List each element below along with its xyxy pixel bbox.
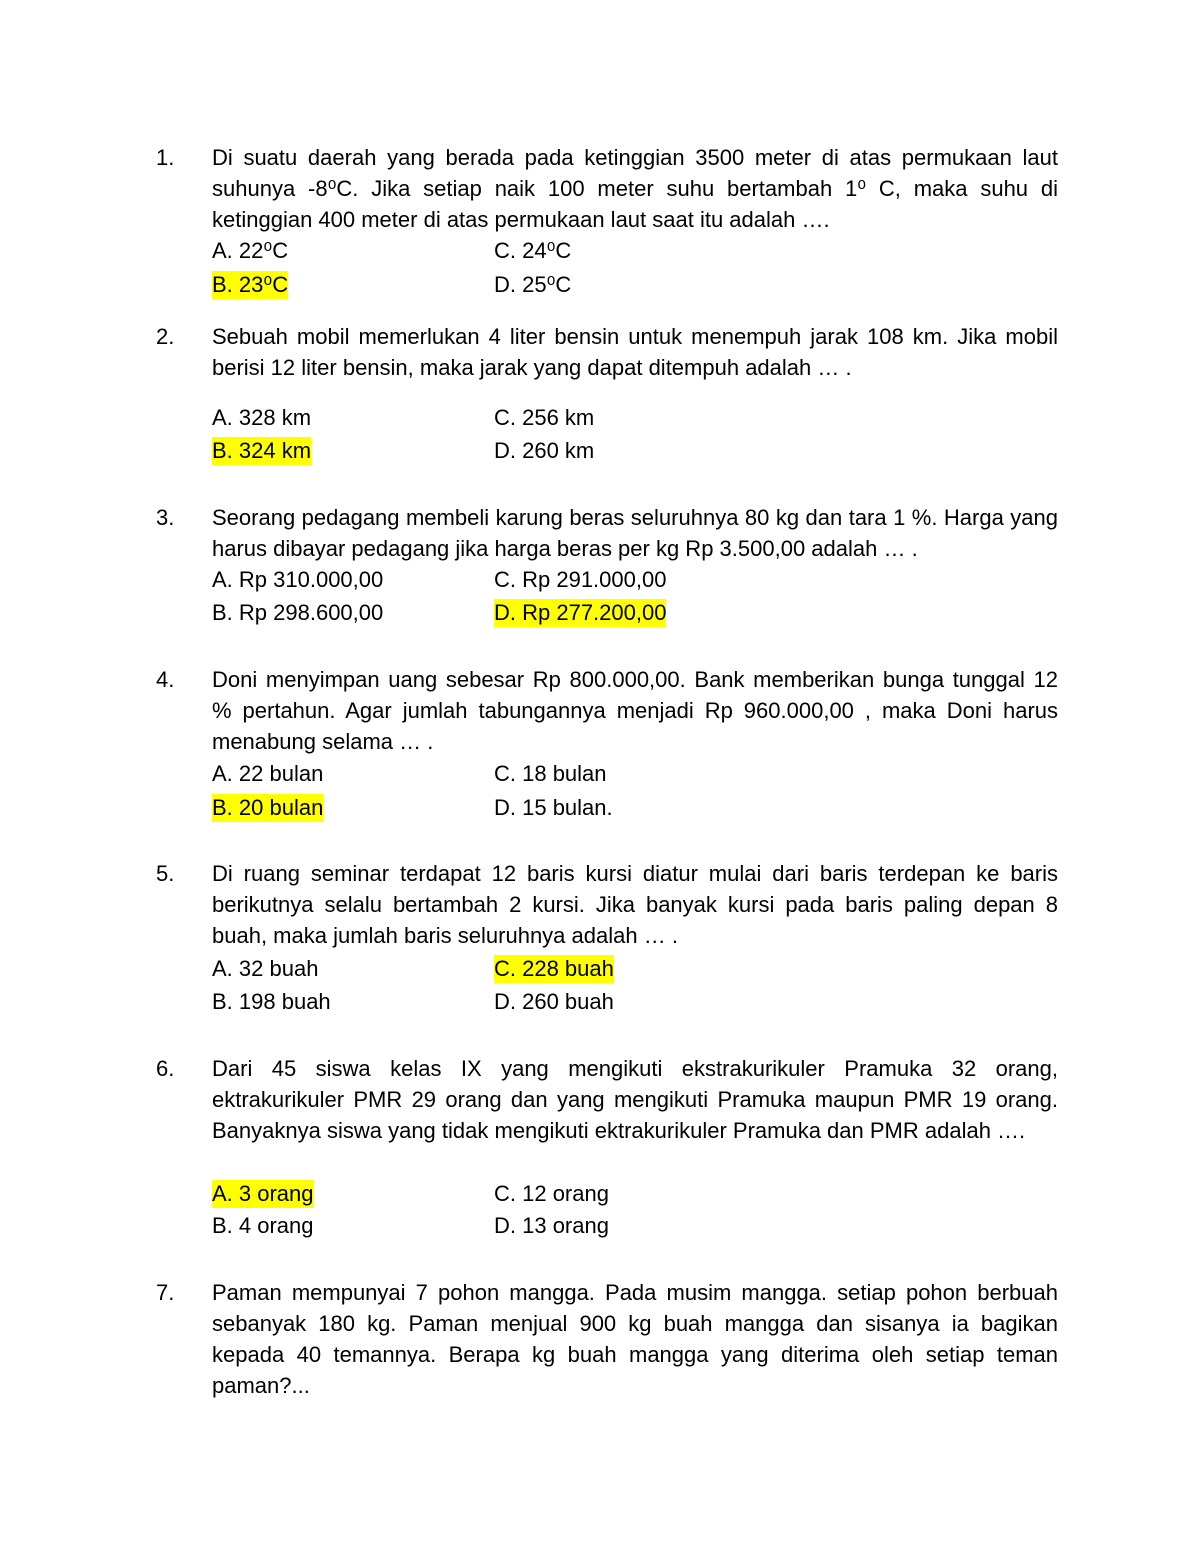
option-c: C. Rp 291.000,00 — [494, 567, 667, 592]
option-b: B. Rp 298.600,00 — [212, 600, 384, 625]
option-a: A. 22 bulan — [212, 761, 324, 786]
question-text: Di ruang seminar terdapat 12 baris kursi diatur mulai dari baris terdepan ke baris berikutnya selalu bertambah 2 kursi. Jika banyak kursi pada baris paling depan 8 buah, maka jumlah baris seluruhnya adalah … . — [212, 861, 1058, 948]
option-b-highlighted: B. 324 km — [212, 438, 312, 463]
option-b-highlighted: B. 20 bulan — [212, 795, 324, 820]
option-c: C. 24⁰C — [494, 238, 572, 263]
option-a: A. 32 buah — [212, 956, 319, 981]
option-a-highlighted: A. 3 orang — [212, 1181, 314, 1206]
question-text: Di suatu daerah yang berada pada ketinggian 3500 meter di atas permukaan laut suhunya -8⁰C. Jika setiap naik 100 meter suhu bertambah 1⁰ C, maka suhu di ketinggian 400 meter di atas permukaan laut saat itu adalah …. — [212, 145, 1058, 232]
option-a: A. 328 km — [212, 405, 312, 430]
question-number: 2. — [156, 324, 175, 349]
option-d: D. 260 buah — [494, 989, 614, 1014]
option-c-highlighted: C. 228 buah — [494, 956, 614, 981]
option-d: D. 15 bulan. — [494, 795, 613, 820]
question-number: 5. — [156, 861, 175, 886]
option-b: B. 4 orang — [212, 1213, 314, 1238]
option-b: B. 198 buah — [212, 989, 331, 1014]
option-d-highlighted: D. Rp 277.200,00 — [494, 600, 667, 625]
option-d: D. 260 km — [494, 438, 595, 463]
question-number: 6. — [156, 1056, 175, 1081]
option-c: C. 18 bulan — [494, 761, 607, 786]
option-a: A. 22⁰C — [212, 238, 289, 263]
question-number: 3. — [156, 505, 175, 530]
question-number: 4. — [156, 667, 175, 692]
question-text: Seorang pedagang membeli karung beras seluruhnya 80 kg dan tara 1 %. Harga yang harus dibayar pedagang jika harga beras per kg Rp 3.500,00 adalah … . — [212, 505, 1058, 561]
option-c: C. 256 km — [494, 405, 595, 430]
question-text: Dari 45 siswa kelas IX yang mengikuti ekstrakurikuler Pramuka 32 orang, ektrakurikuler PMR 29 orang dan yang mengikuti Pramuka maupun PMR 19 orang. Banyaknya siswa yang tidak mengikuti ektrakurikuler Pramuka dan PMR adalah …. — [212, 1056, 1058, 1143]
option-a: A. Rp 310.000,00 — [212, 567, 384, 592]
option-c: C. 12 orang — [494, 1181, 609, 1206]
question-number: 1. — [156, 145, 175, 170]
question-text: Paman mempunyai 7 pohon mangga. Pada musim mangga. setiap pohon berbuah sebanyak 180 kg. Paman menjual 900 kg buah mangga dan sisanya ia bagikan kepada 40 temannya. Berapa kg buah mangga yang diterima oleh setiap teman paman?... — [212, 1280, 1058, 1398]
option-d: D. 25⁰C — [494, 272, 572, 297]
option-b-highlighted: B. 23⁰C — [212, 272, 289, 297]
question-number: 7. — [156, 1280, 175, 1305]
option-d: D. 13 orang — [494, 1213, 609, 1238]
question-text: Sebuah mobil memerlukan 4 liter bensin untuk menempuh jarak 108 km. Jika mobil berisi 12 liter bensin, maka jarak yang dapat ditempuh adalah … . — [212, 324, 1058, 380]
question-text: Doni menyimpan uang sebesar Rp 800.000,00. Bank memberikan bunga tunggal 12 % pertahun. Agar jumlah tabungannya menjadi Rp 960.000,00 , maka Doni harus menabung selama … . — [212, 667, 1058, 754]
